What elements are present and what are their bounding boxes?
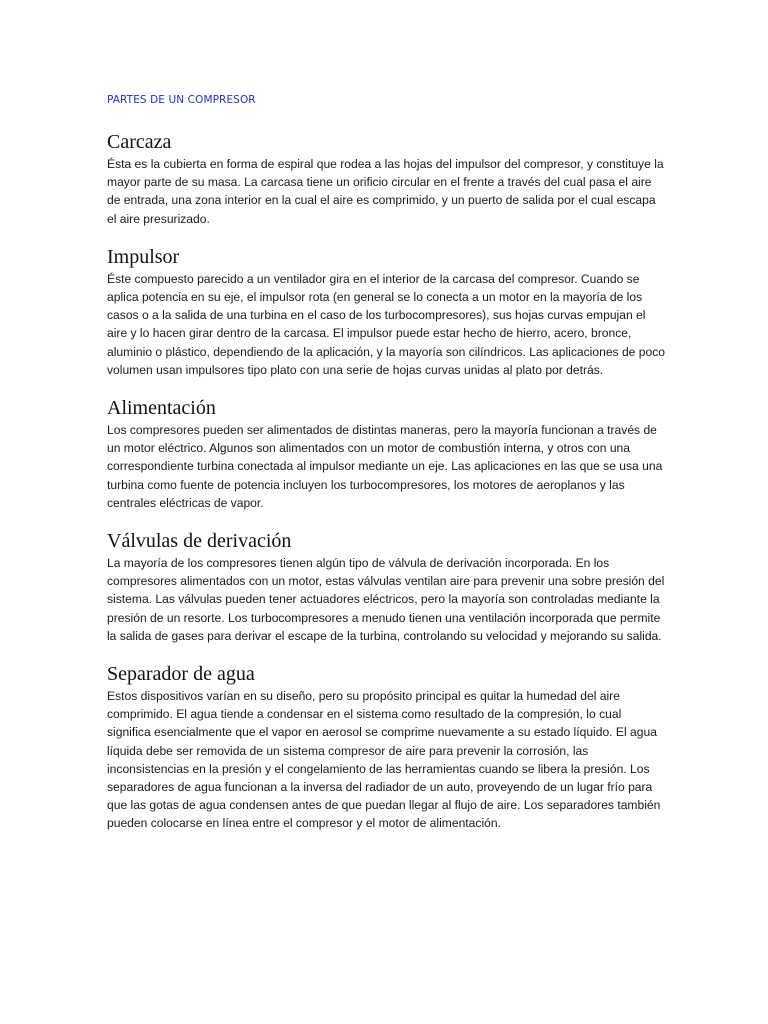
section-heading: Impulsor (107, 245, 180, 268)
section-carcaza (107, 130, 667, 228)
section-body: Ésta es la cubierta en forma de espiral que rodea a las hojas del impulsor del compresor, y constituye la mayor parte de su masa. La carcasa tiene un orificio circular en el frente a través del cual pasa el aire de entrada, una zona interior en la cual el aire es comprimido, y un puerto de salida por el cual escapa el aire presurizado. (107, 157, 664, 226)
section-body: Estos dispositivos varían en su diseño, pero su propósito principal es quitar la humedad del aire comprimido. El agua tiende a condensar en el sistema como resultado de la compresión, lo cual significa esencialmente que el vapor en aerosol se comprime nuevamente a su estado líquido. El agua líquida debe ser removida de un sistema compresor de aire para prevenir la corrosión, las inconsistencias en la presión y el congelamiento de las herramientas cuando se libera la presión. Los separadores de agua funcionan a la inversa del radiador de un auto, proveyendo de un lugar frío para que las gotas de agua condensen antes de que puedan llegar al flujo de aire. Los separadores también pueden colocarse en línea entre el compresor y el motor de alimentación. (107, 689, 661, 831)
section-valvulas-de-derivacion (107, 529, 667, 645)
section-heading: Carcaza (107, 131, 172, 153)
section-impulsor (107, 245, 667, 379)
section-heading: Separador de agua (107, 663, 255, 686)
section-body: Éste compuesto parecido a un ventilador gira en el interior de la carcasa del compresor. Cuando se aplica potencia en su eje, el impulsor rota (en general se lo conecta a un motor en la mayoría de los casos o a la salida de una turbina en el caso de los turbocompresores), sus hojas curvas empujan el aire y lo hacen girar dentro de la carcasa. El impulsor puede estar hecho de hierro, acero, bronce, aluminio o plástico, dependiendo de la aplicación, y la mayoría son cilíndricos. Las aplicaciones de poco volumen usan impulsores tipo plato con una serie de hojas curvas unidas al plato por detrás. (107, 271, 665, 377)
document-page (107, 92, 667, 850)
section-heading: Válvulas de derivación (107, 530, 292, 553)
section-alimentacion (107, 396, 667, 512)
section-body: La mayoría de los compresores tienen algún tipo de válvula de derivación incorporada. En los compresores alimentados con un motor, estas válvulas ventilan aire para prevenir una sobre presión del sistema. Las válvulas pueden tener actuadores eléctricos, pero la mayoría son controladas mediante la presión de un resorte. Los turbocompresores a menudo tienen una ventilación incorporada que permite la salida de gases para derivar el escape de la turbina, controlando su velocidad y mejorando su salida. (107, 556, 665, 643)
section-heading: Alimentación (107, 397, 216, 420)
document-title: PARTES DE UN COMPRESOR (107, 94, 256, 106)
section-body: Los compresores pueden ser alimentados de distintas maneras, pero la mayoría funcionan a través de un motor eléctrico. Algunos son alimentados con un motor de combustión interna, y otros con una correspondiente turbina conectada al impulsor mediante un eje. Las aplicaciones en las que se usa una turbina como fuente de potencia incluyen los turbocompresores, los motores de aeroplanos y las centrales eléctricas de vapor. (107, 423, 663, 510)
section-separador-de-agua (107, 662, 667, 833)
